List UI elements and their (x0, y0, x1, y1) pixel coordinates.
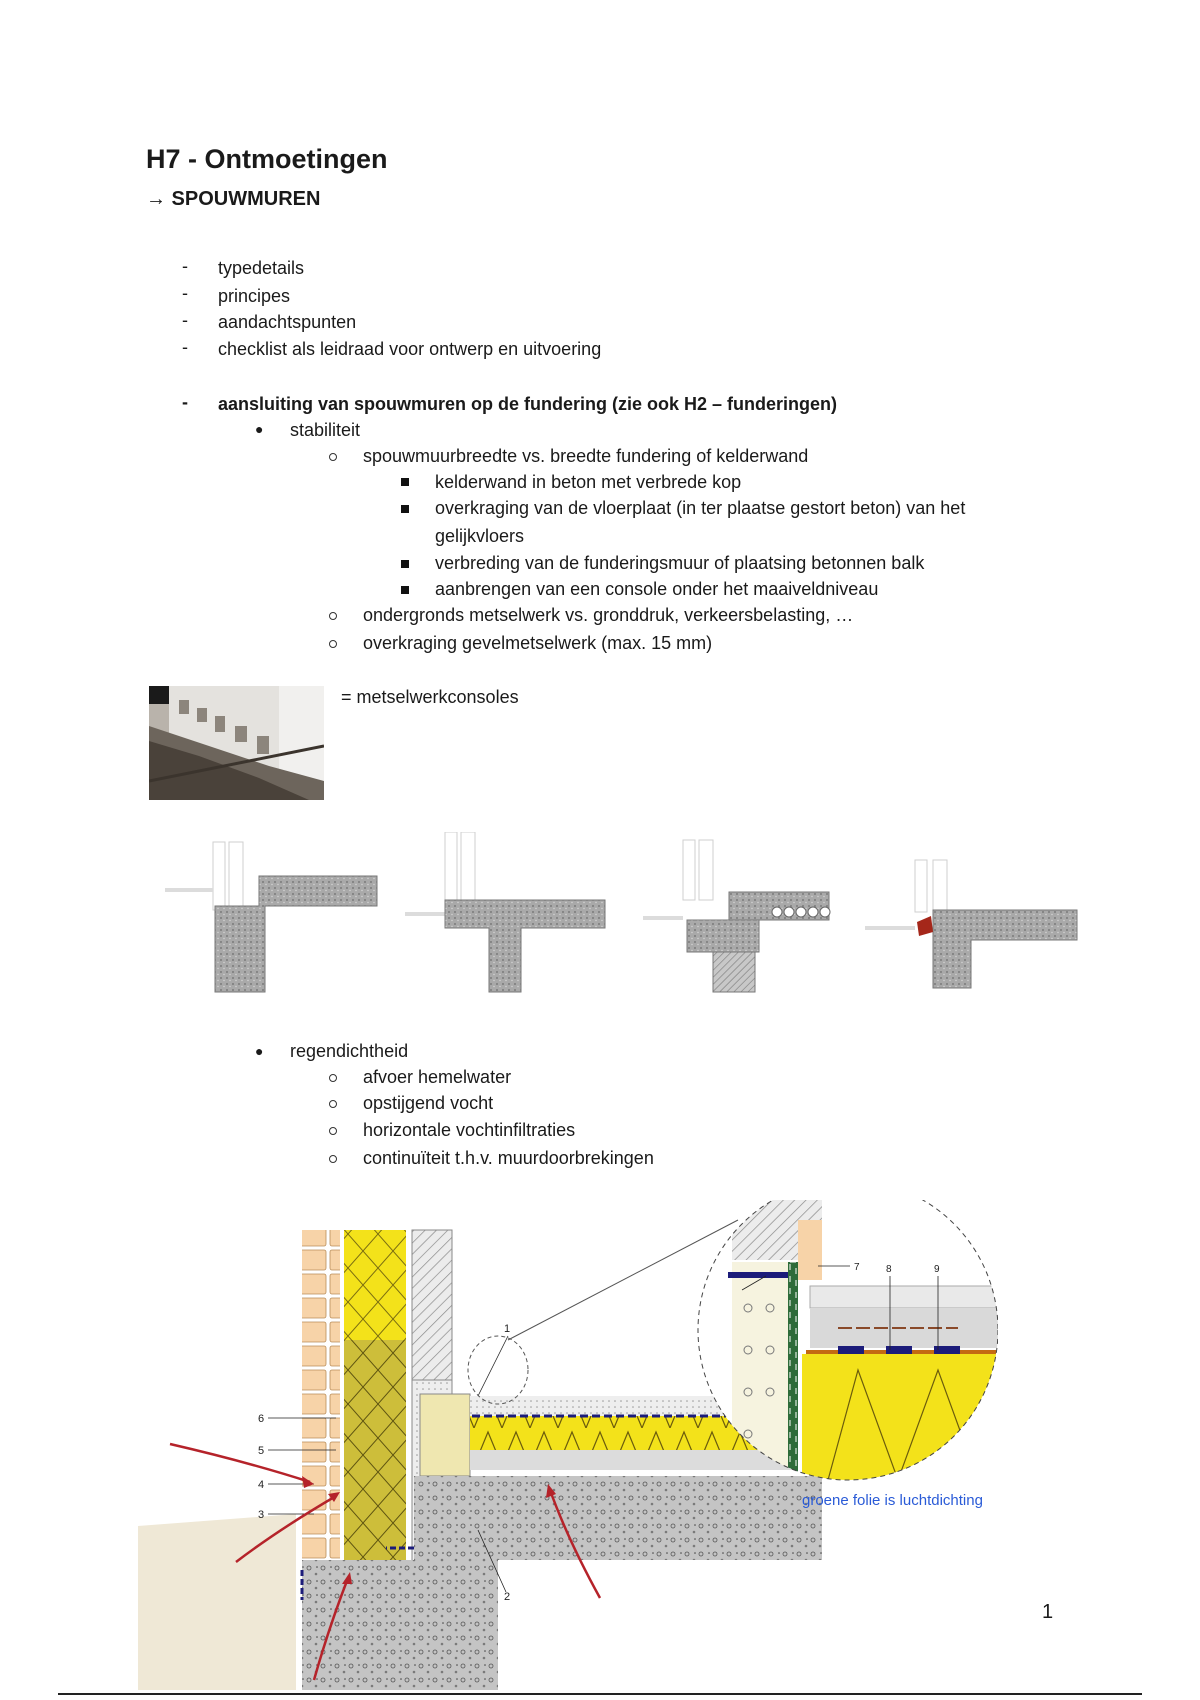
section-subtitle: → SPOUWMUREN (146, 188, 321, 210)
label-6: 6 (258, 1413, 265, 1425)
list-item: typedetails (218, 258, 305, 278)
label-9: 9 (934, 1264, 940, 1275)
console-caption: = metselwerkconsoles (341, 687, 519, 707)
list-item: verbreding van de funderingsmuur of plaatsing betonnen balk (435, 553, 925, 573)
square-bullet (401, 586, 409, 594)
list-item: opstijgend vocht (363, 1093, 494, 1113)
dash-bullet: - (182, 283, 188, 303)
label-2: 2 (504, 1591, 511, 1603)
diagram-kelderwand (165, 842, 377, 992)
list-item: continuïteit t.h.v. muurdoorbrekingen (363, 1148, 654, 1168)
list-item: kelderwand in beton met verbrede kop (435, 472, 742, 492)
circle-bullet (329, 1155, 337, 1163)
circle-bullet (329, 1127, 337, 1135)
square-bullet (401, 478, 409, 486)
circle-bullet (329, 1074, 337, 1082)
diagram-overkraging (405, 832, 605, 992)
diagram-verbreding (643, 840, 830, 992)
stabiliteit-sub2: ondergronds metselwerk vs. gronddruk, verkeersbelasting, … (363, 605, 854, 625)
label-3: 3 (258, 1509, 265, 1521)
masonry-console-photo (149, 686, 324, 800)
list-item-continued: gelijkvloers (435, 526, 525, 546)
circle-bullet (329, 612, 337, 620)
label-5: 5 (258, 1445, 265, 1457)
list-item: aanbrengen van een console onder het maaiveldniveau (435, 579, 879, 599)
spouwmuur-detail-drawing (138, 1200, 998, 1690)
footer-rule (58, 1693, 1142, 1695)
square-bullet (401, 505, 409, 513)
label-4: 4 (258, 1479, 265, 1491)
list-item: afvoer hemelwater (363, 1067, 512, 1087)
page-title: H7 - Ontmoetingen (146, 144, 388, 174)
circle-bullet (329, 640, 337, 648)
label-7: 7 (854, 1262, 860, 1273)
list-item: aandachtspunten (218, 312, 357, 332)
list-item: checklist als leidraad voor ontwerp en uitvoering (218, 339, 602, 359)
section-heading: aansluiting van spouwmuren op de fundering (zie ook H2 – funderingen) (218, 394, 838, 414)
list-item: overkraging van de vloerplaat (in ter plaatse gestort beton) van het (435, 498, 966, 518)
stabiliteit-label: stabiliteit (290, 420, 361, 440)
foundation-diagrams (165, 832, 1085, 1002)
circle-bullet (329, 1100, 337, 1108)
square-bullet (401, 560, 409, 568)
label-1: 1 (504, 1323, 511, 1335)
list-item: principes (218, 286, 291, 306)
list-item: horizontale vochtinfiltraties (363, 1120, 576, 1140)
inset-caption: groene folie is luchtdichting (802, 1492, 983, 1509)
dash-bullet: - (182, 310, 188, 330)
regendichtheid-label: regendichtheid (290, 1041, 409, 1061)
circle-bullet (329, 453, 337, 461)
stabiliteit-sub1: spouwmuurbreedte vs. breedte fundering of kelderwand (363, 446, 809, 466)
dash-bullet: - (182, 256, 188, 276)
disc-bullet: ● (255, 421, 264, 437)
diagram-console (865, 860, 1077, 988)
dash-bullet: - (182, 337, 188, 357)
disc-bullet: ● (255, 1043, 264, 1059)
dash-bullet: - (182, 392, 188, 412)
stabiliteit-sub3: overkraging gevelmetselwerk (max. 15 mm) (363, 633, 713, 653)
page-number: 1 (1042, 1601, 1054, 1623)
label-8: 8 (886, 1264, 892, 1275)
